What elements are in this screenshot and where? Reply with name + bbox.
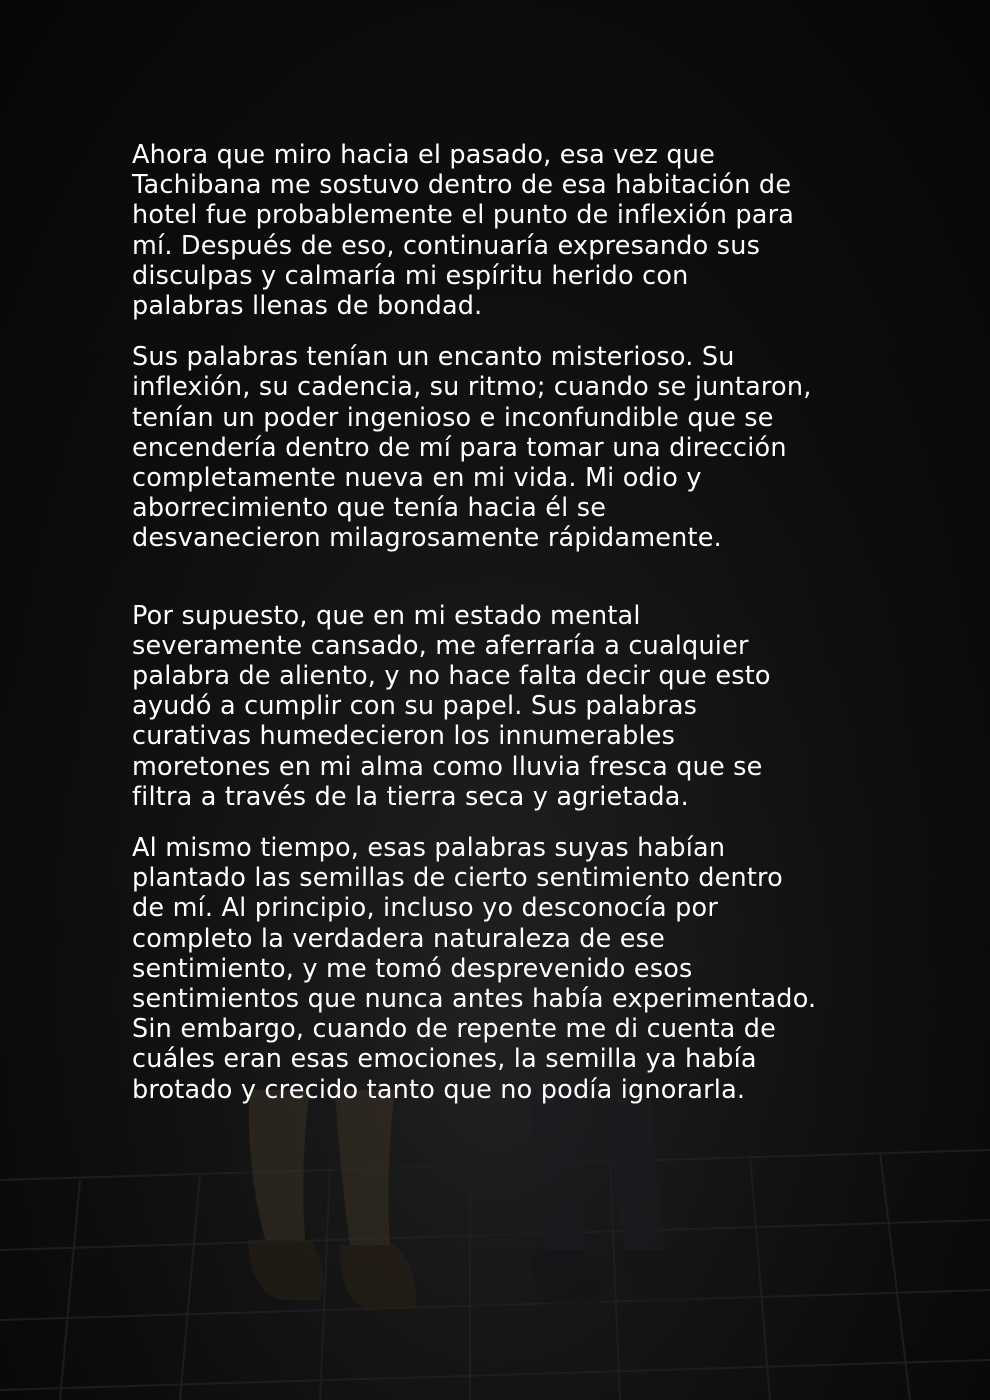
narration-text-block <box>132 140 922 1105</box>
narration-paragraph-4: Al mismo tiempo, esas palabras suyas habían plantado las semillas de cierto sentimiento dentro de mí. Al principio, incluso yo desconocía por completo la verdadera naturaleza de ese sentimiento, y me tomó desprevenido esos sentimientos que nunca antes había experimentado. Sin embargo, cuando de repente me di cuenta de cuáles eran esas emociones, la semilla ya había brotado y crecido tanto que no podía ignorarla. <box>132 833 817 1105</box>
narration-paragraph-3: Por supuesto, que en mi estado mental severamente cansado, me aferraría a cualquier palabra de aliento, y no hace falta decir que esto ayudó a cumplir con su papel. Sus palabras curativas humedecieron los innumerables moretones en mi alma como lluvia fresca que se filtra a través de la tierra seca y agrietada. <box>132 600 771 812</box>
narration-paragraph-1: Ahora que miro hacia el pasado, esa vez que Tachibana me sostuvo dentro de esa habitación de hotel fue probablemente el punto de inflexión para mí. Después de eso, continuaría expresando sus disculpas y calmaría mi espíritu herido con palabras llenas de bondad. <box>132 140 795 322</box>
narration-paragraph-2: Sus palabras tenían un encanto misterioso. Su inflexión, su cadencia, su ritmo; cuando se juntaron, tenían un poder ingenioso e inconfundible que se encendería dentro de mí para tomar una dirección completamente nueva en mi vida. Mi odio y aborrecimiento que tenía hacia él se desvanecieron milagrosamente rápidamente. <box>132 342 812 554</box>
